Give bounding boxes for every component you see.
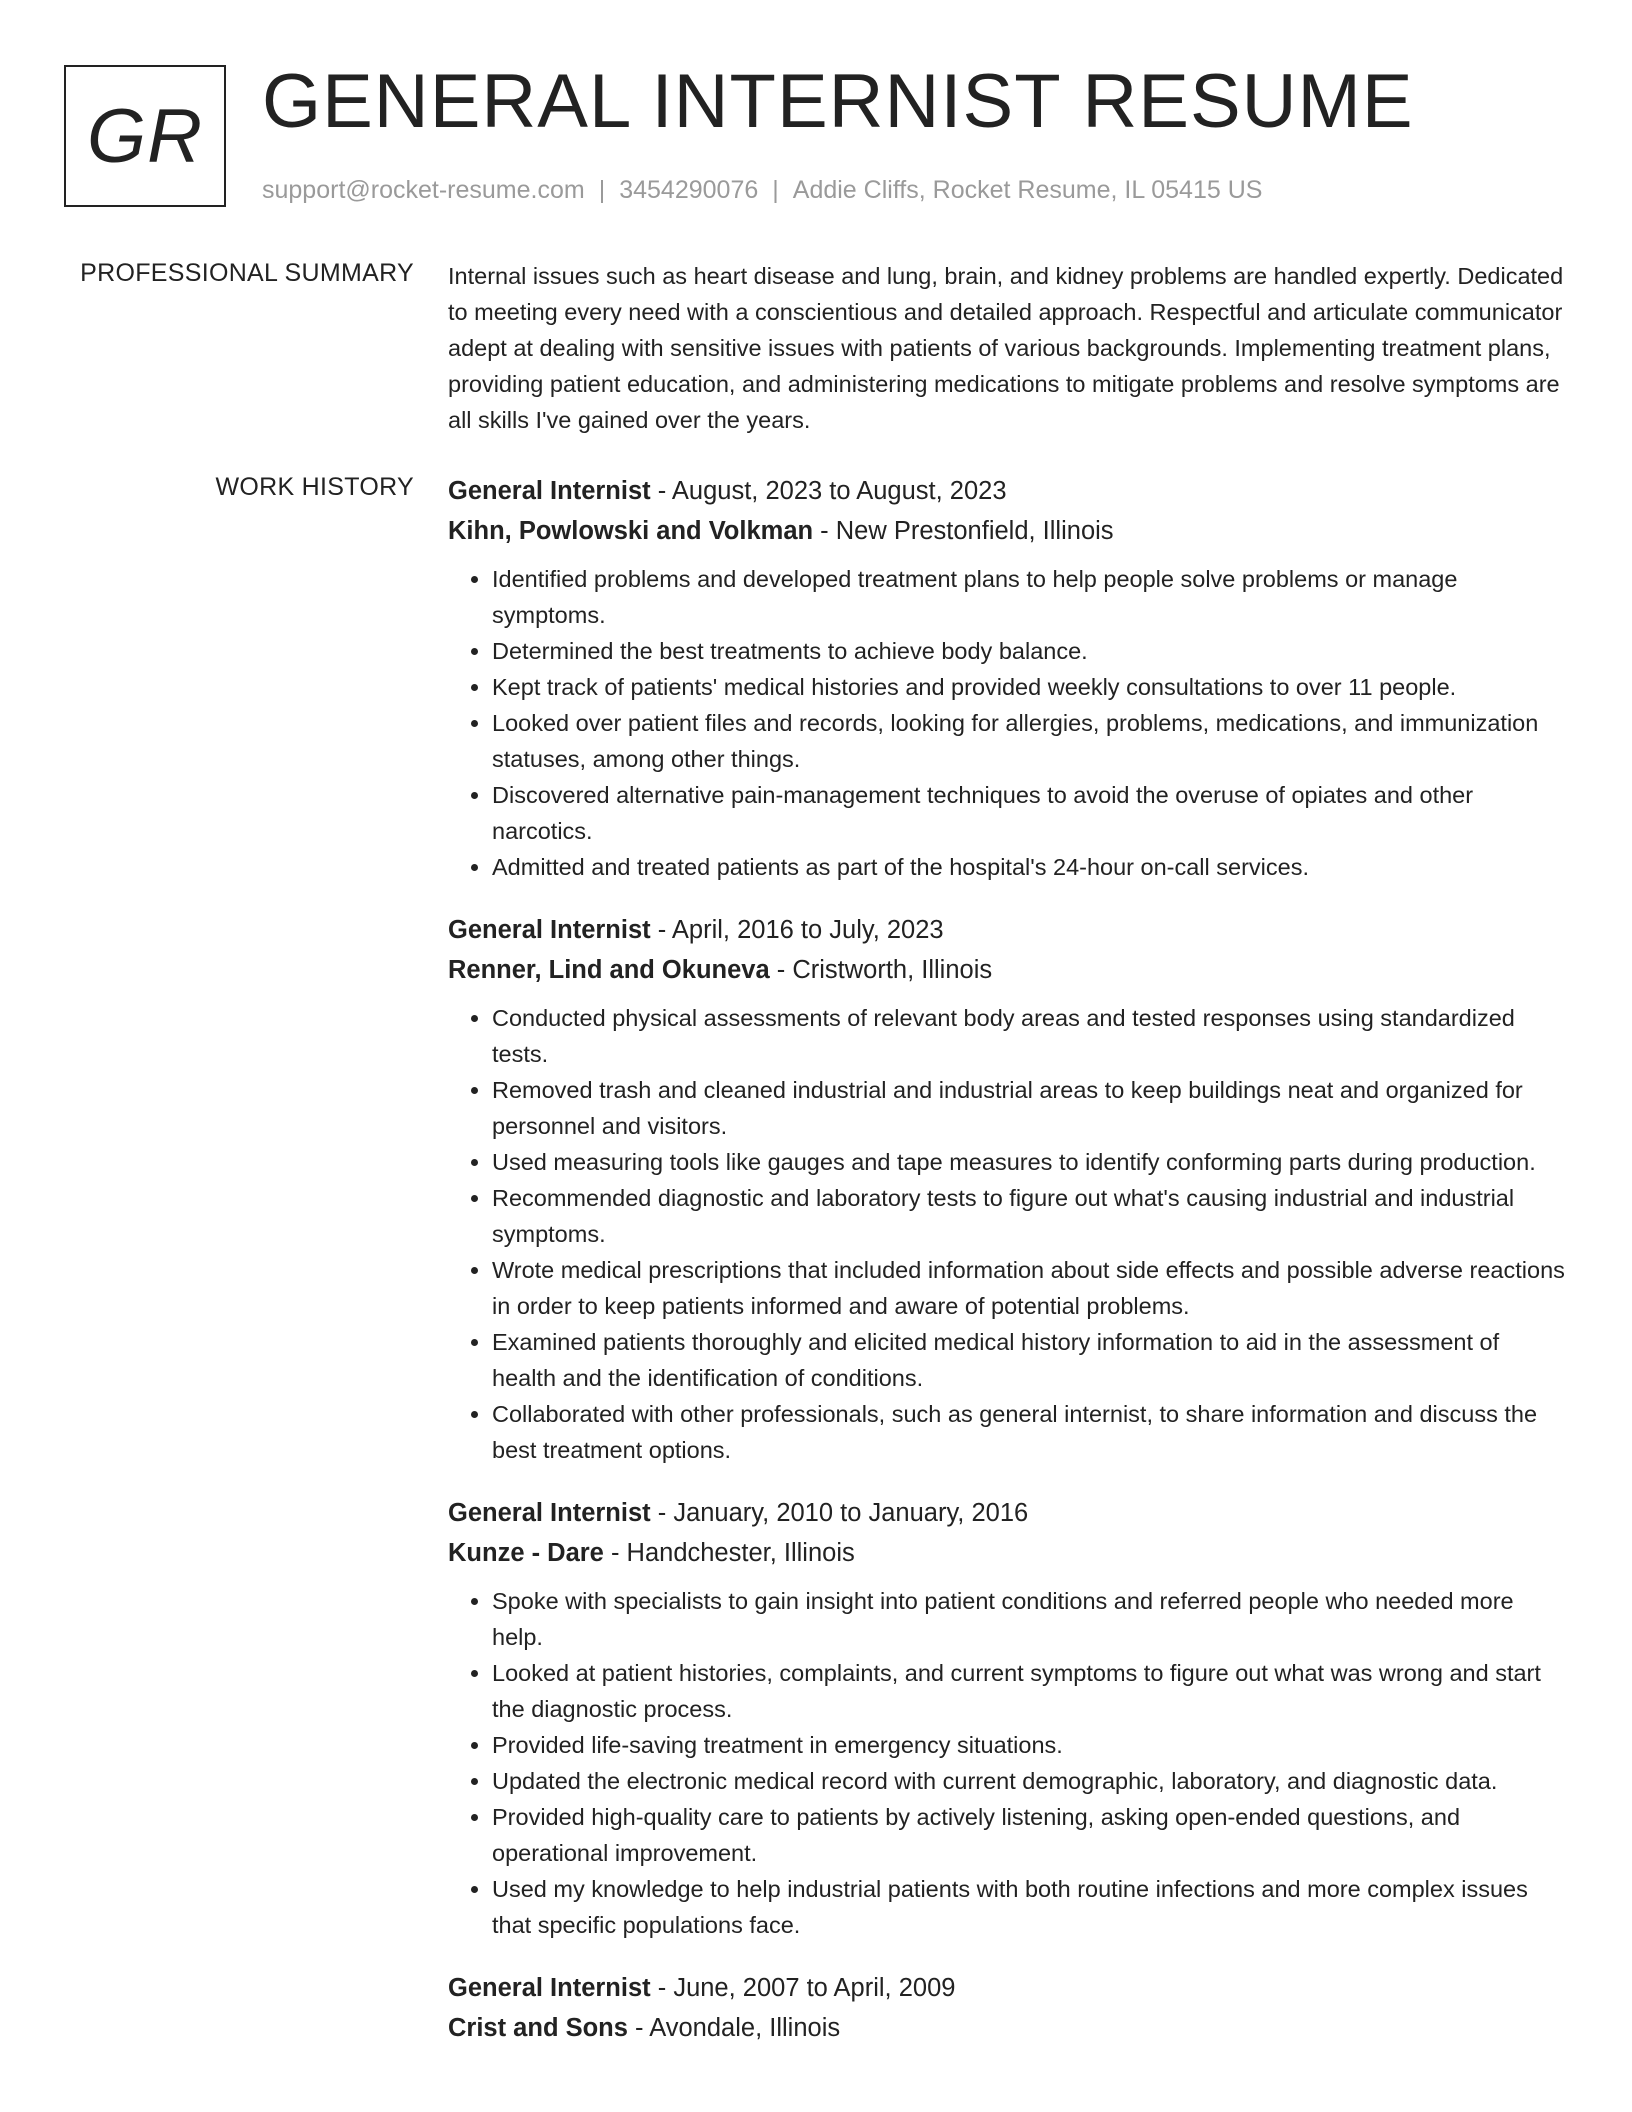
job-bullet: • Provided life-saving treatment in emergency situations. [492,1727,1568,1763]
job-bullet: • Updated the electronic medical record with current demographic, laboratory, and diagnostic data. [492,1763,1568,1799]
job-bullet: • Determined the best treatments to achieve body balance. [492,633,1568,669]
summary-section [448,258,1568,438]
job-bullet: • Identified problems and developed treatment plans to help people solve problems or manage symptoms. [492,561,1568,633]
job-company-line [448,950,1568,990]
job-title-line [448,1968,1568,2008]
job-company: Kunze - Dare [448,1539,604,1567]
job-bullet: • Used my knowledge to help industrial patients with both routine infections and more complex issues that specific populations face. [492,1871,1568,1943]
job-entry [448,471,1568,885]
job-title: General Internist [448,916,651,944]
job-bullet: • Looked over patient files and records, looking for allergies, problems, medications, and immunization statuses, among other things. [492,705,1568,777]
job-bullets [448,561,1568,885]
job-location: - Avondale, Illinois [627,2014,841,2042]
contact-line [262,176,1262,205]
job-bullet: • Collaborated with other professionals, such as general internist, to share information and discuss the best treatment options. [492,1396,1568,1468]
job-company: Kihn, Powlowski and Volkman [448,517,814,545]
job-location: - Handchester, Illinois [603,1539,855,1567]
contact-phone[interactable]: 3454290076 [619,176,759,204]
summary-text: Internal issues such as heart disease and lung, brain, and kidney problems are handled expertly. Dedicated to meeting every need with a conscientious and detailed approach. Respectful and articulate communicator adept at dealing with sensitive issues with patients of various backgrounds. Implementing treatment plans, providing patient education, and administering medications to mitigate problems and resolve symptoms are all skills I've gained over the years. [448,263,1564,433]
job-dates: - April, 2016 to July, 2023 [650,916,944,944]
work-history-heading: WORK HISTORY [215,473,414,501]
contact-separator: | [598,176,606,204]
job-company: Renner, Lind and Okuneva [448,956,770,984]
job-bullet: • Used measuring tools like gauges and tape measures to identify conforming parts during production. [492,1144,1568,1180]
job-title: General Internist [448,1499,651,1527]
job-dates: - June, 2007 to April, 2009 [650,1974,956,2002]
job-title-line [448,471,1568,511]
job-company-line [448,2008,1568,2048]
monogram-initials: GR [87,93,203,179]
job-bullets [448,1583,1568,1943]
job-bullet: • Admitted and treated patients as part of the hospital's 24-hour on-call services. [492,849,1568,885]
job-bullet: • Spoke with specialists to gain insight into patient conditions and referred people who needed more help. [492,1583,1568,1655]
job-entry [448,1493,1568,1943]
job-entry [448,910,1568,1468]
job-bullet: • Looked at patient histories, complaints, and current symptoms to figure out what was wrong and start the diagnostic process. [492,1655,1568,1727]
job-bullet: • Recommended diagnostic and laboratory tests to figure out what's causing industrial and industrial symptoms. [492,1180,1568,1252]
job-location: - New Prestonfield, Illinois [813,517,1114,545]
work-history-section [448,471,1568,2073]
resume-title: GENERAL INTERNIST RESUME [262,59,1414,144]
job-bullet: • Conducted physical assessments of relevant body areas and tested responses using standardized tests. [492,1000,1568,1072]
job-bullet: • Wrote medical prescriptions that included information about side effects and possible adverse reactions in order to keep patients informed and aware of potential problems. [492,1252,1568,1324]
job-bullet: • Examined patients thoroughly and elicited medical history information to aid in the assessment of health and the identification of conditions. [492,1324,1568,1396]
contact-address: Addie Cliffs, Rocket Resume, IL 05415 US [792,176,1263,204]
job-bullet: • Kept track of patients' medical histories and provided weekly consultations to over 11 people. [492,669,1568,705]
job-title: General Internist [448,1974,651,2002]
job-location: - Cristworth, Illinois [769,956,993,984]
job-bullets [448,1000,1568,1468]
summary-heading: PROFESSIONAL SUMMARY [80,259,414,287]
job-dates: - January, 2010 to January, 2016 [650,1499,1029,1527]
contact-email[interactable]: support@rocket-resume.com [262,176,585,204]
contact-separator: | [772,176,779,204]
job-dates: - August, 2023 to August, 2023 [650,477,1007,505]
job-entry [448,1968,1568,2048]
job-company-line [448,1533,1568,1573]
job-bullet: • Provided high-quality care to patients by actively listening, asking open-ended questions, and operational improvement. [492,1799,1568,1871]
monogram-box [64,65,226,207]
job-title-line [448,910,1568,950]
job-company: Crist and Sons [448,2014,628,2042]
job-bullet: • Discovered alternative pain-management techniques to avoid the overuse of opiates and other narcotics. [492,777,1568,849]
job-title-line [448,1493,1568,1533]
job-company-line [448,511,1568,551]
job-bullet: • Removed trash and cleaned industrial and industrial areas to keep buildings neat and organized for personnel and visitors. [492,1072,1568,1144]
job-title: General Internist [448,477,651,505]
